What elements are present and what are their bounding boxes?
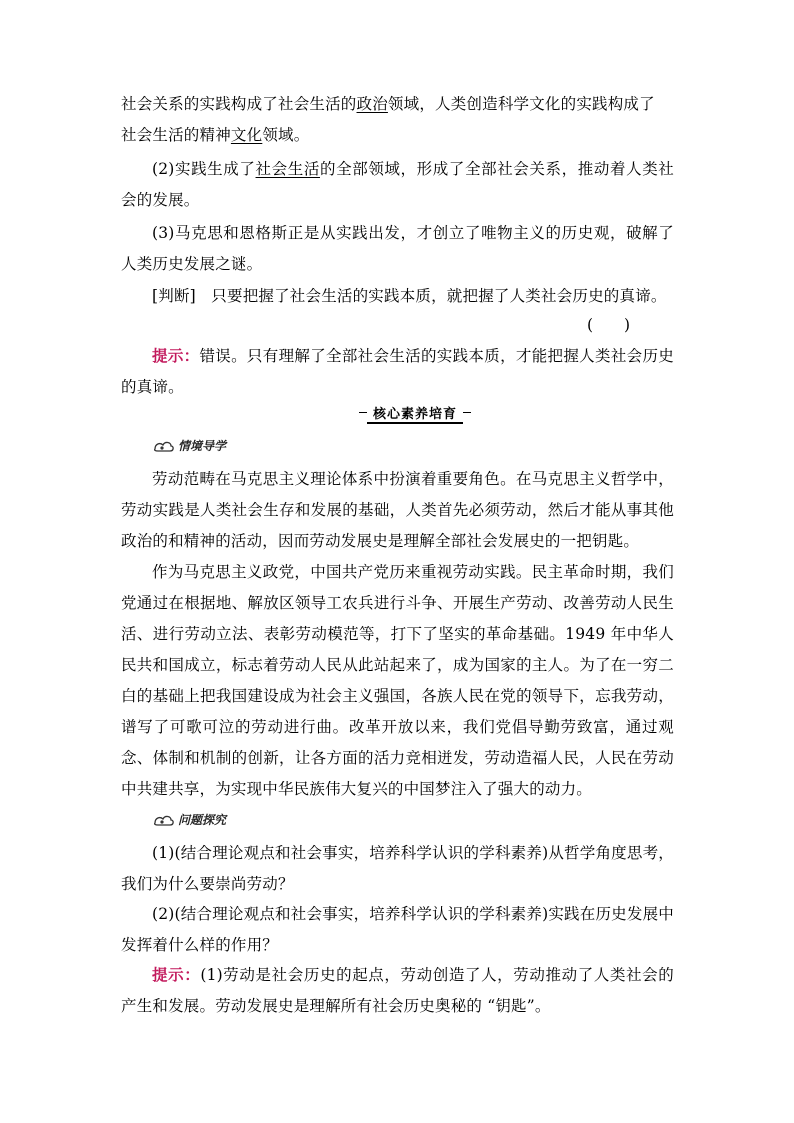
section-tag-title: 问题探究	[178, 813, 227, 827]
cloud-scroll-icon	[153, 813, 175, 827]
hint-paragraph-1	[121, 341, 674, 403]
paragraph-point-3: (3)马克思和恩格斯正是从实践出发，才创立了唯物主义的历史观，破解了人类历史发展之谜。	[121, 224, 674, 273]
scene-paragraph-1: 劳动范畴在马克思主义理论体系中扮演着重要角色。在马克思主义哲学中，劳动实践是人类社会生存和发展的基础，人类首先必须劳动，然后才能从事其他政治的和精神的活动，因而劳动发展史是理解全部社会发展史的一把钥匙。	[121, 470, 674, 550]
section-tag-inquiry	[153, 811, 226, 828]
judgement-tag: [判断]	[152, 287, 196, 305]
underlined-term: 文化	[230, 126, 263, 144]
paragraph-point-2	[121, 154, 674, 216]
underlined-term: 政治	[356, 95, 388, 113]
text-run: 领域，人类创造科学文化的实践构成了	[387, 95, 655, 113]
scene-paragraph-2: 作为马克思主义政党，中国共产党历来重视劳动实践。民主革命时期，我们党通过在根据地、解放区领导工农兵进行斗争、开展生产劳动、改善劳动人民生活、进行劳动立法、表彰劳动模范等，打下了坚实的革命基础。1949 年中华人民共和国成立，标志着劳动人民从此站起来了，成为国家的主人。为了在一穷二白的基础上把我国建设成为社会主义强国，各族人民在党的领导下，忘我劳动，谱写了可歌可泣的劳动进行曲。改革开放以来，我们党倡导勤劳致富，通过观念、体制和机制的创新，让各方面的活力竞相迸发，劳动造福人民，人民在劳动中共建共享，为实现中华民族伟大复兴的中国梦注入了强大的动力。	[121, 563, 674, 798]
hint-label: 提示：	[152, 347, 200, 365]
text-run: (2)实践生成了	[152, 160, 256, 178]
underlined-term: 社会生活	[255, 160, 320, 178]
section-banner	[359, 404, 471, 422]
text-run: 领域。	[262, 126, 310, 144]
answer-parentheses: ( )	[587, 316, 631, 334]
banner-title: 核心素养培育	[367, 403, 463, 424]
question-1: (1)(结合理论观点和社会事实，培养科学认识的学科素养)从哲学角度思考，我们为什么要崇尚劳动？	[121, 844, 674, 893]
judgement-text: 只要把握了社会生活的实践本质，就把握了人类社会历史的真谛。	[211, 287, 667, 305]
judgement-question	[121, 281, 674, 312]
question-2: (2)(结合理论观点和社会事实，培养科学认识的学科素养)实践在历史发展中发挥着什么样的作用？	[121, 905, 674, 954]
section-tag-scene	[153, 437, 226, 454]
hint-paragraph-2	[121, 960, 674, 1022]
text-run: 社会生活的精神	[121, 126, 231, 144]
hint-text: (1)劳动是社会历史的起点，劳动创造了人，劳动推动了人类社会的产生和发展。劳动发展史是理解所有社会历史奥秘的 “钥匙”。	[121, 966, 674, 1015]
text-run: 社会关系的实践构成了社会生活的	[121, 95, 357, 113]
paragraph-practice-domains	[121, 89, 674, 151]
text-run: 的全部领域，形成了全部社会关系，推动着人类社会的发展。	[121, 160, 675, 209]
cloud-scroll-icon	[153, 439, 175, 453]
hint-text: 错误。只有理解了全部社会生活的实践本质，才能把握人类社会历史的真谛。	[121, 347, 674, 396]
hint-label: 提示：	[152, 966, 201, 984]
section-tag-title: 情境导学	[178, 439, 227, 453]
